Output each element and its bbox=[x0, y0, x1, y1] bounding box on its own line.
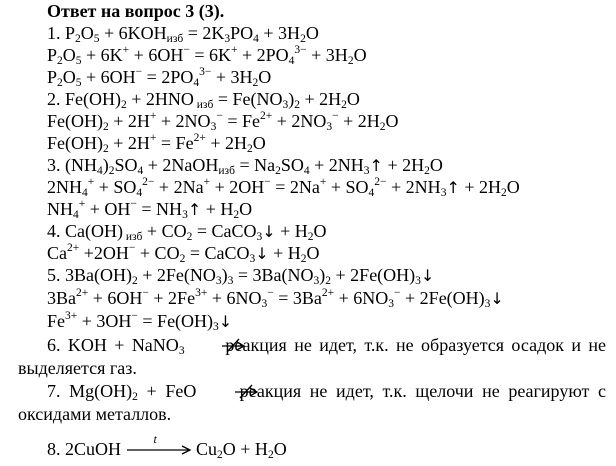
formula-text: + FeO bbox=[137, 381, 197, 401]
formula-text: + 2Fe bbox=[148, 288, 196, 308]
formula-text: O bbox=[385, 111, 399, 131]
q2-line-2 bbox=[47, 110, 399, 132]
formula-text: Fe(OH) bbox=[47, 111, 103, 131]
formula-text: 4. bbox=[47, 221, 61, 241]
superscript: − bbox=[128, 242, 136, 254]
formula-text: NH bbox=[47, 199, 73, 219]
superscript: + bbox=[87, 176, 95, 188]
superscript: − bbox=[264, 176, 271, 188]
formula-text: ) bbox=[288, 89, 295, 109]
formula-text: + 2PO bbox=[237, 45, 289, 65]
formula-text: = CaCO bbox=[185, 243, 250, 263]
formula-text: Fe(OH) bbox=[47, 133, 103, 153]
subscript: 4 bbox=[97, 165, 103, 177]
formula-text: 5. bbox=[47, 265, 61, 285]
formula-text: PO bbox=[230, 23, 254, 43]
formula-text: = 3Ba bbox=[273, 288, 322, 308]
formula-text: O bbox=[305, 23, 319, 43]
formula-text: 2CuOH bbox=[65, 439, 122, 459]
subscript: 3 bbox=[210, 121, 217, 133]
subscript: 2 bbox=[131, 275, 138, 287]
superscript: + bbox=[149, 110, 157, 122]
superscript: − bbox=[130, 198, 137, 210]
formula-text: SO bbox=[280, 155, 304, 175]
subscript: изб bbox=[166, 33, 184, 45]
page-title: Ответ на вопрос 3 (3). bbox=[47, 1, 225, 21]
subscript: 2 bbox=[294, 99, 300, 111]
formula-text: O bbox=[239, 199, 253, 219]
subscript: 3 bbox=[313, 275, 320, 287]
subscript: 3 bbox=[261, 298, 268, 310]
subscript: 2 bbox=[341, 99, 347, 111]
subscript: 2 bbox=[57, 77, 63, 89]
subscript: 2 bbox=[252, 77, 259, 89]
superscript: − bbox=[216, 110, 223, 122]
formula-text: + 6K bbox=[81, 45, 123, 65]
q5-line-2 bbox=[47, 287, 504, 310]
subscript: 2 bbox=[424, 165, 430, 177]
precipitate-arrow-icon: ↓ bbox=[420, 266, 435, 285]
formula-text: O bbox=[346, 89, 360, 109]
subscript: 4 bbox=[136, 187, 143, 199]
q4-line-1 bbox=[47, 220, 327, 243]
precipitate-arrow-icon: ↓ bbox=[218, 312, 233, 331]
subscript: изб bbox=[218, 165, 235, 177]
formula-text: + CO bbox=[142, 221, 187, 241]
subscript: 2 bbox=[300, 253, 307, 265]
formula-text: = 2PO bbox=[142, 67, 194, 87]
q1-line-2 bbox=[47, 44, 367, 66]
superscript: 2+ bbox=[321, 287, 335, 299]
q8-line bbox=[47, 432, 287, 461]
reaction-arrow-icon bbox=[126, 432, 192, 458]
formula-text: реакция не идет, т.к. щелочи не реагируют с оксидами металлов. bbox=[18, 381, 607, 424]
formula-text: = Fe(OH) bbox=[137, 311, 214, 331]
subscript: 2 bbox=[57, 55, 63, 67]
formula-text: 2. bbox=[47, 89, 61, 109]
subscript: 4 bbox=[73, 209, 79, 221]
subscript: 2 bbox=[75, 33, 81, 45]
formula-text: + 2H bbox=[108, 111, 150, 131]
formula-text: = Fe bbox=[222, 111, 260, 131]
subscript: 4 bbox=[368, 187, 375, 199]
q5-line-1 bbox=[47, 264, 434, 287]
superscript: 2+ bbox=[67, 242, 80, 254]
formula-text: Ca bbox=[47, 243, 67, 263]
formula-text: O bbox=[313, 221, 327, 241]
formula-text: + 2NH bbox=[386, 177, 441, 197]
formula-text: SO bbox=[114, 155, 138, 175]
formula-text: + 3H bbox=[211, 67, 253, 87]
subscript: 5 bbox=[75, 55, 82, 67]
subscript: 5 bbox=[75, 77, 82, 89]
subscript: изб bbox=[122, 231, 143, 243]
superscript: − bbox=[131, 310, 138, 322]
formula-text: Mg(OH) bbox=[69, 381, 133, 401]
subscript: 3 bbox=[415, 275, 421, 287]
formula-text: ) bbox=[221, 265, 228, 285]
superscript: + bbox=[149, 132, 157, 144]
subscript: 3 bbox=[363, 165, 370, 177]
formula-text: + SO bbox=[94, 177, 137, 197]
formula-text: O bbox=[80, 23, 94, 43]
formula-text: +2OH bbox=[79, 243, 129, 263]
formula-text: 3Ba bbox=[47, 288, 76, 308]
formula-text: O bbox=[306, 243, 320, 263]
subscript: 3 bbox=[256, 231, 263, 243]
formula-text: O bbox=[353, 45, 367, 65]
formula-text: P bbox=[47, 67, 58, 87]
q5-line-3 bbox=[47, 310, 232, 333]
formula-text: = 6K bbox=[189, 45, 231, 65]
subscript: 3 bbox=[213, 321, 219, 333]
subscript: 2 bbox=[121, 99, 127, 111]
superscript: + bbox=[230, 44, 238, 56]
superscript: + bbox=[78, 198, 86, 210]
superscript: 3+ bbox=[65, 310, 78, 322]
subscript: 2 bbox=[246, 143, 253, 155]
formula-text: 8. bbox=[47, 439, 61, 459]
subscript: 3 bbox=[249, 253, 256, 265]
formula-text: P bbox=[47, 45, 58, 65]
subscript: 3 bbox=[388, 298, 395, 310]
formula-text: + 3OH bbox=[77, 311, 132, 331]
formula-text: = 3Ba(NO bbox=[233, 265, 314, 285]
superscript: + bbox=[122, 44, 130, 56]
formula-text: KOH + NaNO bbox=[67, 335, 179, 355]
superscript: − bbox=[142, 287, 149, 299]
formula-text: = Fe bbox=[156, 133, 194, 153]
superscript: 3+ bbox=[195, 287, 208, 299]
subscript: изб bbox=[193, 99, 214, 111]
formula-text: O + H bbox=[222, 439, 268, 459]
subscript: 2 bbox=[347, 55, 354, 67]
formula-text: ) bbox=[319, 265, 326, 285]
subscript: 3 bbox=[326, 121, 333, 133]
formula-text: + 2Na bbox=[154, 177, 204, 197]
q2-line-3 bbox=[47, 132, 266, 154]
formula-text: + 2NO bbox=[272, 111, 327, 131]
formula-text: O bbox=[429, 155, 443, 175]
formula-text: O bbox=[62, 45, 76, 65]
q4-line-2 bbox=[47, 242, 320, 265]
formula-text: + 6NO bbox=[207, 288, 262, 308]
subscript: 3 bbox=[178, 345, 185, 357]
formula-text: + 2H bbox=[108, 133, 150, 153]
precipitate-arrow-icon: ↓ bbox=[490, 289, 504, 308]
formula-text: + H bbox=[268, 243, 301, 263]
formula-text: = 2K bbox=[183, 23, 225, 43]
superscript: + bbox=[319, 176, 327, 188]
formula-text: 1. bbox=[47, 23, 61, 43]
formula-text: + 6NO bbox=[334, 288, 389, 308]
subscript: 4 bbox=[288, 55, 295, 67]
q3-line-2 bbox=[47, 176, 520, 199]
precipitate-arrow-icon: ↓ bbox=[255, 244, 269, 263]
heat-condition-label: t bbox=[153, 432, 157, 446]
formula-text: + 2H bbox=[205, 133, 247, 153]
gas-arrow-icon: ↑ bbox=[369, 156, 383, 175]
formula-text: + SO bbox=[326, 177, 369, 197]
formula-text: + 6OH bbox=[88, 288, 143, 308]
formula-text: 3Ba(OH) bbox=[65, 265, 132, 285]
subscript: 3 bbox=[282, 99, 289, 111]
formula-text: + 2NaOH bbox=[143, 155, 219, 175]
superscript: 2+ bbox=[259, 110, 273, 122]
superscript: 2− bbox=[374, 176, 387, 188]
q7-paragraph bbox=[18, 380, 606, 426]
superscript: 3− bbox=[294, 44, 307, 56]
formula-text: ) bbox=[102, 155, 109, 175]
formula-text: (NH bbox=[65, 155, 97, 175]
formula-text: 2NH bbox=[47, 177, 82, 197]
superscript: 2+ bbox=[193, 132, 206, 144]
formula-text: O bbox=[62, 67, 76, 87]
subscript: 3 bbox=[484, 298, 491, 310]
subscript: 4 bbox=[303, 165, 310, 177]
subscript: 2 bbox=[179, 253, 186, 265]
formula-text: = Fe(NO bbox=[213, 89, 283, 109]
crossed-arrow-icon bbox=[205, 382, 231, 398]
q1-line-1 bbox=[47, 22, 319, 44]
formula-text: + CO bbox=[135, 243, 180, 263]
formula-text: Fe(OH) bbox=[65, 89, 121, 109]
subscript: 2 bbox=[103, 143, 109, 155]
formula-text: O bbox=[258, 67, 272, 87]
q3-line-3 bbox=[47, 198, 252, 221]
subscript: 2 bbox=[132, 391, 138, 403]
formula-text: P bbox=[65, 23, 76, 43]
subscript: 2 bbox=[307, 231, 314, 243]
formula-text: + 2H bbox=[459, 177, 501, 197]
formula-text: = Na bbox=[234, 155, 276, 175]
gas-arrow-icon: ↑ bbox=[446, 178, 460, 197]
subscript: 5 bbox=[93, 33, 100, 45]
formula-text: Ca(OH) bbox=[65, 221, 123, 241]
superscript: − bbox=[394, 287, 401, 299]
superscript: − bbox=[332, 110, 339, 122]
subscript: 2 bbox=[108, 165, 115, 177]
q6-paragraph bbox=[18, 334, 606, 380]
formula-text: + H bbox=[275, 221, 308, 241]
subscript: 2 bbox=[186, 231, 193, 243]
formula-text: + 2Fe(OH) bbox=[400, 288, 485, 308]
formula-text: + 2H bbox=[338, 111, 380, 131]
formula-text: + 6OH bbox=[129, 45, 184, 65]
formula-text: + 3H bbox=[306, 45, 348, 65]
formula-text: = NH bbox=[136, 199, 183, 219]
formula-text: = 2Na bbox=[270, 177, 320, 197]
q2-line-1 bbox=[47, 88, 360, 110]
formula-text: 6. bbox=[47, 335, 61, 355]
subscript: 2 bbox=[300, 33, 306, 45]
formula-text: + H bbox=[201, 199, 234, 219]
formula-text: реакция не идет, т.к. не образуется осадок и не выделяется газ. bbox=[18, 335, 607, 378]
subscript: 3 bbox=[224, 33, 231, 45]
formula-text: + 2H bbox=[300, 89, 342, 109]
formula-text: + 2NH bbox=[309, 155, 364, 175]
q1-line-3 bbox=[47, 66, 271, 88]
formula-text: + 2Fe(OH) bbox=[331, 265, 416, 285]
formula-text: + 2HNO bbox=[126, 89, 194, 109]
formula-text: + 3H bbox=[258, 23, 301, 43]
superscript: − bbox=[135, 66, 143, 78]
superscript: − bbox=[267, 287, 274, 299]
formula-text: = CaCO bbox=[192, 221, 257, 241]
subscript: 2 bbox=[103, 121, 109, 133]
precipitate-arrow-icon: ↓ bbox=[262, 222, 276, 241]
subscript: 4 bbox=[253, 33, 259, 45]
superscript: − bbox=[183, 44, 190, 56]
formula-text: + 2H bbox=[382, 155, 425, 175]
formula-text: + 2OH bbox=[210, 177, 265, 197]
formula-text: O bbox=[252, 133, 266, 153]
subscript: 2 bbox=[233, 209, 240, 221]
subscript: 4 bbox=[82, 187, 88, 199]
formula-text: + 6KOH bbox=[99, 23, 167, 43]
formula-text: + 2NO bbox=[156, 111, 211, 131]
superscript: + bbox=[203, 176, 211, 188]
formula-text: + 2Fe(NO bbox=[137, 265, 216, 285]
subscript: 4 bbox=[193, 77, 200, 89]
q3-line-1 bbox=[47, 154, 443, 177]
subscript: 3 bbox=[215, 275, 222, 287]
crossed-arrow-icon bbox=[192, 336, 218, 352]
formula-text: O bbox=[273, 439, 287, 459]
formula-text: + 6OH bbox=[81, 67, 136, 87]
superscript: 3− bbox=[199, 66, 212, 78]
subscript: 2 bbox=[379, 121, 386, 133]
subscript: 2 bbox=[501, 187, 507, 199]
formula-text: 7. bbox=[47, 381, 61, 401]
formula-text: Fe bbox=[47, 311, 65, 331]
superscript: 2+ bbox=[76, 287, 89, 299]
subscript: 2 bbox=[325, 275, 332, 287]
formula-text: + OH bbox=[85, 199, 131, 219]
subscript: 3 bbox=[440, 187, 447, 199]
superscript: 2− bbox=[142, 176, 155, 188]
subscript: 2 bbox=[275, 165, 281, 177]
subscript: 2 bbox=[267, 449, 274, 461]
subscript: 4 bbox=[137, 165, 144, 177]
subscript: 3 bbox=[182, 209, 188, 221]
subscript: 3 bbox=[227, 275, 234, 287]
formula-text: 3. bbox=[47, 155, 61, 175]
formula-text: O bbox=[506, 177, 520, 197]
gas-arrow-icon: ↑ bbox=[187, 200, 202, 219]
subscript: 2 bbox=[217, 449, 223, 461]
formula-text: Cu bbox=[196, 439, 218, 459]
